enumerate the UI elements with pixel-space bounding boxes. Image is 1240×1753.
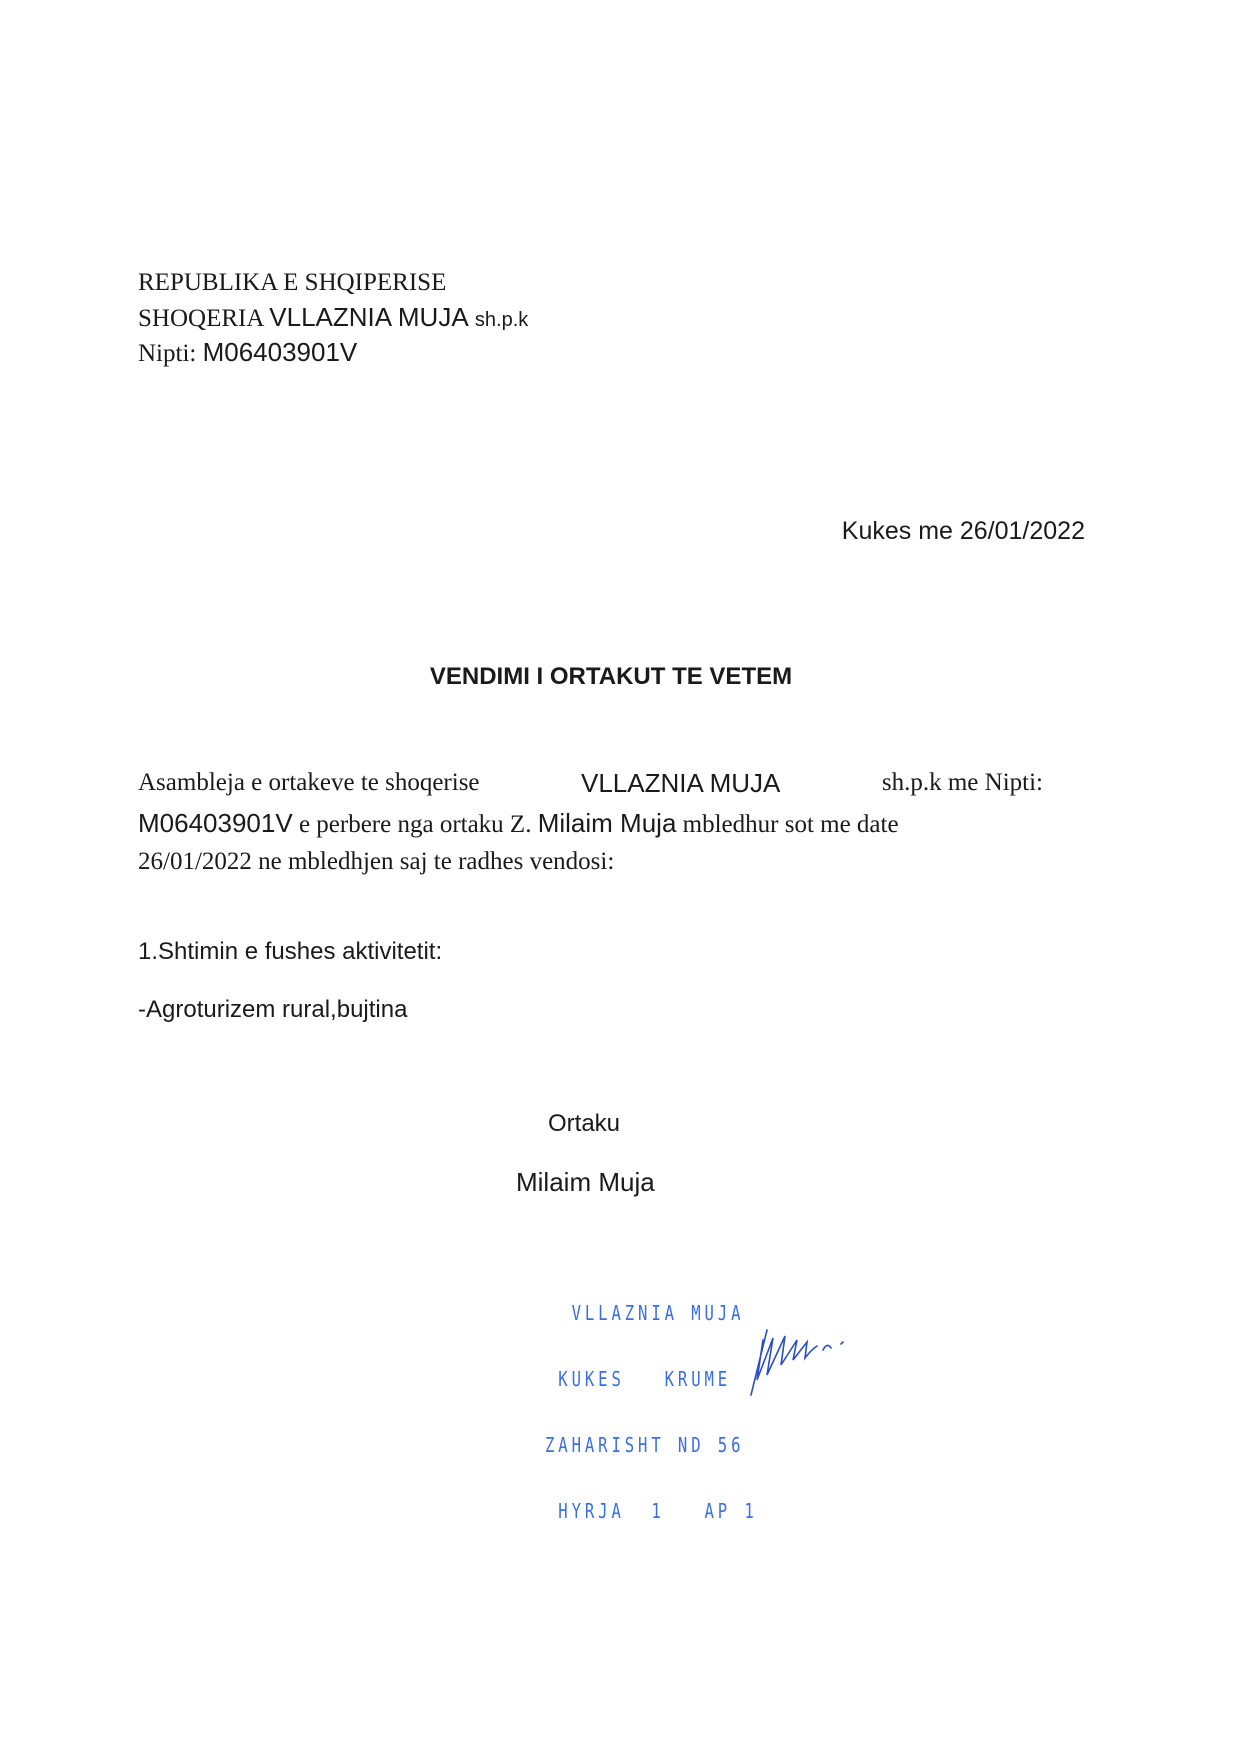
header-nipt xyxy=(138,337,357,369)
stamp-line: KUKES KRUME xyxy=(545,1367,732,1391)
place-date: Kukes me 26/01/2022 xyxy=(841,517,1085,545)
body-partner: Milaim Muja xyxy=(537,808,677,838)
stamp-line: HYRJA 1 AP 1 xyxy=(545,1499,758,1523)
decision-item-2: -Agroturizem rural,bujtina xyxy=(138,996,408,1023)
header-company-suffix: sh.p.k xyxy=(474,309,529,331)
header-company xyxy=(138,302,528,335)
nipt-value: M06403901V xyxy=(202,337,358,367)
body-company: VLLAZNIA MUJA xyxy=(581,768,781,798)
signatory-role: Ortaku xyxy=(548,1110,621,1137)
handwritten-signature xyxy=(745,1320,885,1400)
body-text: mbledhur sot me date xyxy=(682,811,899,838)
body-text: sh.p.k me Nipti: xyxy=(881,769,1043,796)
header-company-prefix: SHOQERIA xyxy=(138,305,264,332)
body-line-3: 26/01/2022 ne mbledhjen saj te radhes vendosi: xyxy=(138,848,615,875)
body-text: Asambleja e ortakeve te shoqerise xyxy=(138,769,480,796)
body-text: e perbere nga ortaku Z. xyxy=(298,811,532,838)
stamp-line: ZAHARISHT ND 56 xyxy=(545,1433,745,1457)
body-nipt: M06403901V xyxy=(138,808,293,838)
body-line-2 xyxy=(138,808,899,840)
nipt-label: Nipti: xyxy=(138,340,197,367)
header-company-name: VLLAZNIA MUJA xyxy=(269,302,469,332)
decision-item-1: 1.Shtimin e fushes aktivitetit: xyxy=(138,938,443,965)
document-title: VENDIMI I ORTAKUT TE VETEM xyxy=(429,663,793,690)
header-country: REPUBLIKA E SHQIPERISE xyxy=(138,269,447,296)
body-line-1 xyxy=(138,768,1043,798)
stamp-line: VLLAZNIA MUJA xyxy=(545,1301,745,1325)
company-stamp xyxy=(545,1258,758,1544)
signatory-name: Milaim Muja xyxy=(516,1167,655,1197)
